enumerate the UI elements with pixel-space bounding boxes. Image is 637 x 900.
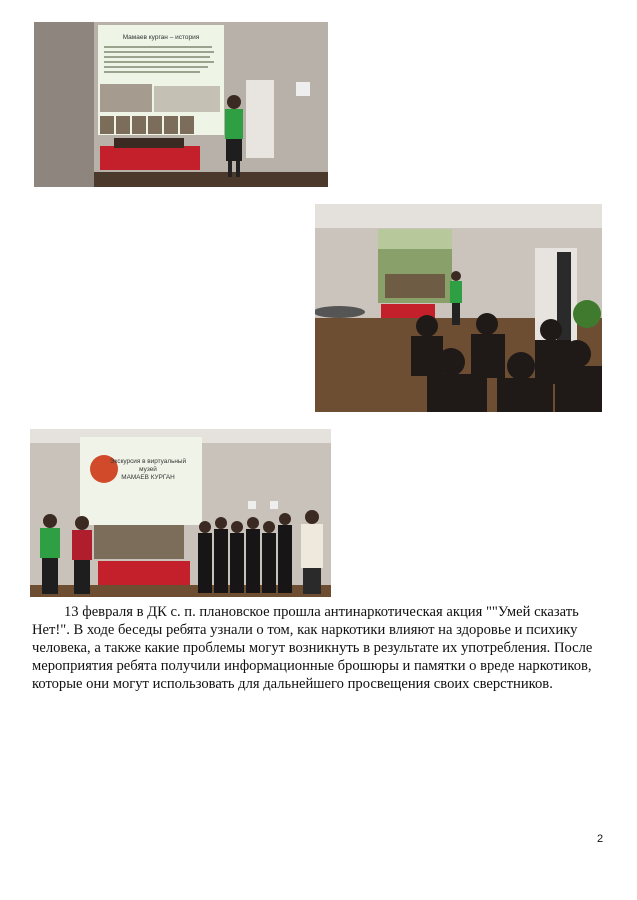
slide-title-line-2: музей bbox=[139, 466, 157, 473]
page-number: 2 bbox=[597, 833, 604, 845]
slide-title: Мамаев курган – история bbox=[122, 34, 200, 41]
photo-audience-view bbox=[315, 204, 602, 412]
slide-title-line-3: МАМАЕВ КУРГАН bbox=[121, 474, 175, 481]
slide-title-line-1: Экскурсия в виртуальный bbox=[109, 458, 187, 465]
photo-presentation-slide bbox=[34, 22, 328, 187]
article-paragraph: 13 февраля в ДК с. п. плановское прошла антинаркотическая акция ""Умей сказать Нет!". В ходе беседы ребята узнали о том, как наркотики влияют на здоровье и психику человека, а также какие проблемы могут возникнуть в результате их употребления. После мероприятия ребята получили информационные брошюры и памятки о вреде наркотиков, которые они могут использовать для дальнейшего просвещения своих сверстников. bbox=[32, 604, 593, 692]
photo-group-stage bbox=[30, 429, 331, 597]
